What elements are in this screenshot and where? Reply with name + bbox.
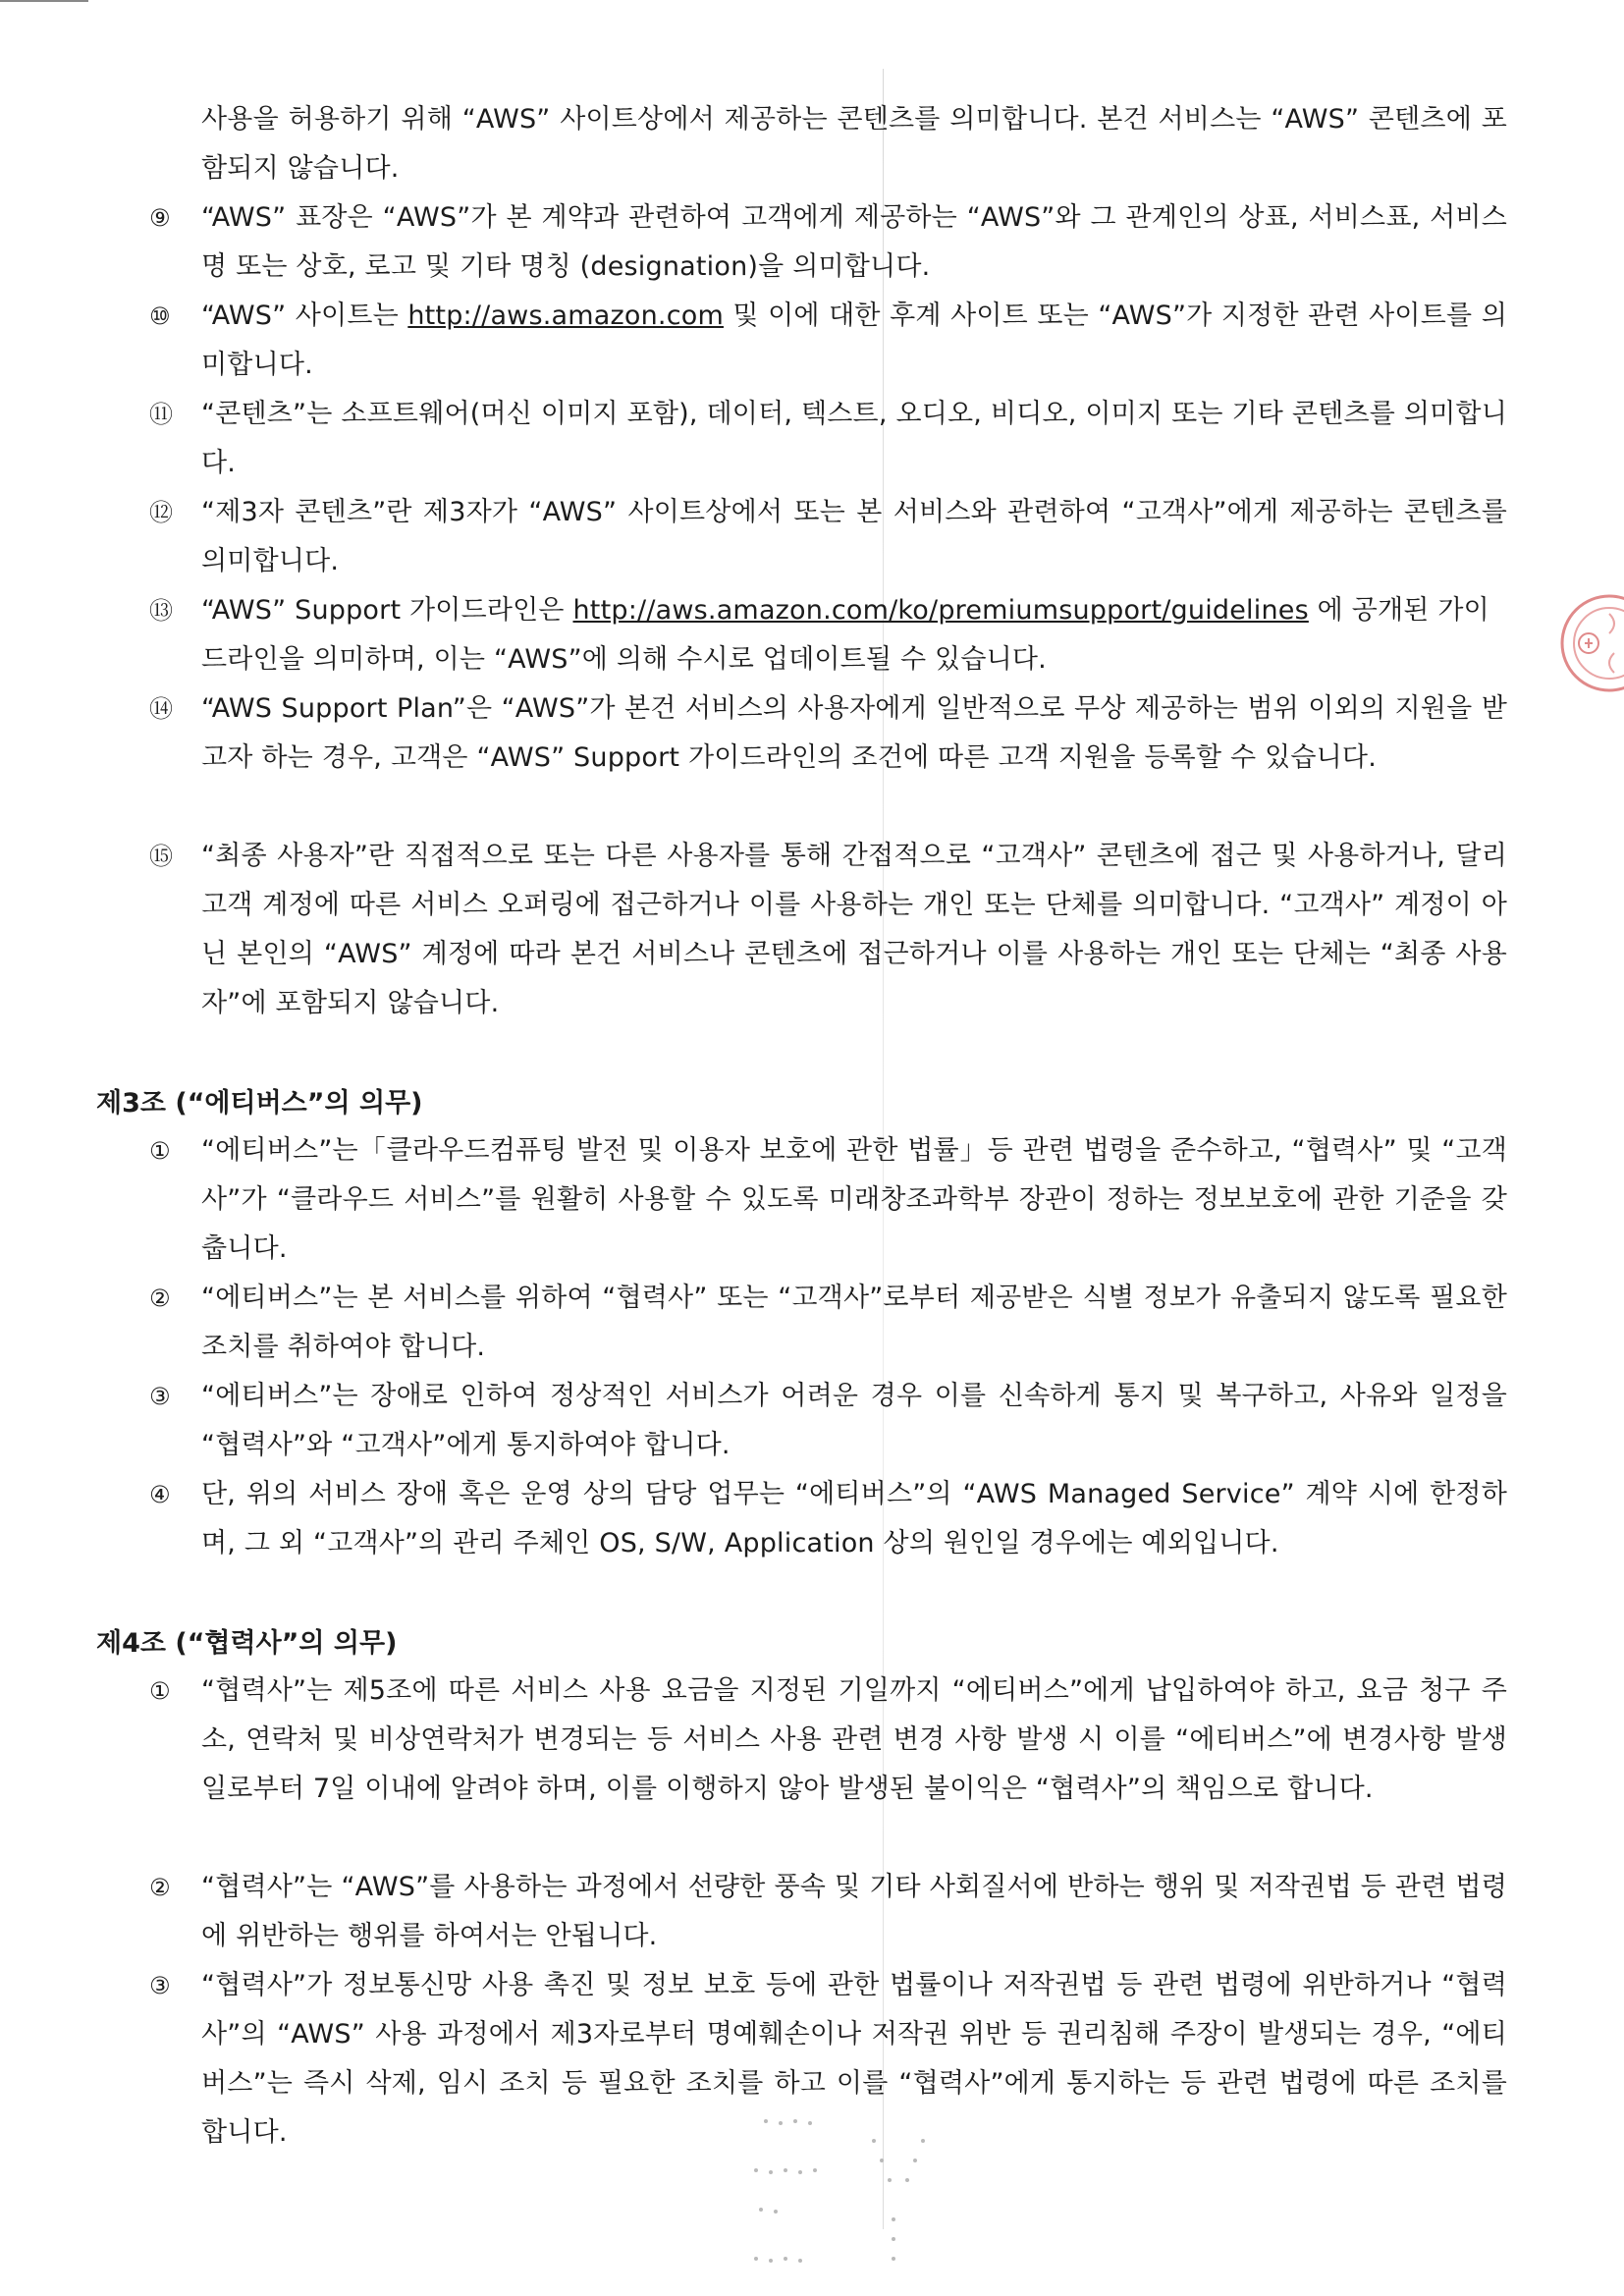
article-4-item-1-number: ①	[149, 1677, 171, 1705]
item-10-text: “AWS” 사이트는 http://aws.amazon.com 및 이에 대한 후계 사이트 또는 “AWS”가 지정한 관련 사이트를 의미합니다.	[201, 301, 1507, 380]
item-15-text: “최종 사용자”란 직접적으로 또는 다른 사용자를 통해 간접적으로 “고객사” 콘텐츠에 접근 및 사용하거나, 달리 고객 계정에 따른 서비스 오퍼링에 접근하거나 이를 사용하는 개인 또는 단체를 의미합니다. “고객사” 계정이 아닌 본인의 “AWS” 계정에 따라 본건 서비스나 콘텐츠에 접근하거나 이를 사용하는 개인 또는 단체는 “최종 사용자”에 포함되지 않습니다.	[201, 841, 1507, 1018]
item-11-text: “콘텐츠”는 소프트웨어(머신 이미지 포함), 데이터, 텍스트, 오디오, 비디오, 이미지 또는 기타 콘텐츠를 의미합니다.	[201, 399, 1507, 478]
article-3-item-2-number: ②	[149, 1285, 171, 1312]
item-10-number: ⑩	[149, 302, 171, 330]
item-15-number: ⑮	[149, 843, 173, 870]
scan-dot-artifacts	[727, 2102, 982, 2278]
item-13-text: “AWS” Support 가이드라인은 http://aws.amazon.com/ko/premiumsupport/guidelines 에 공개된 가이드라인을 의미하며, 이는 “AWS”에 의해 수시로 업데이트될 수 있습니다.	[201, 595, 1489, 675]
article-4-item-3-number: ③	[149, 1972, 171, 1999]
item-11-number: ⑪	[149, 401, 173, 428]
item-13-number: ⑬	[149, 597, 173, 625]
article-3-item-4-number: ④	[149, 1481, 171, 1508]
article-3-item-4-text: 단, 위의 서비스 장애 혹은 운영 상의 담당 업무는 “에티버스”의 “AWS Managed Service” 계약 시에 한정하며, 그 외 “고객사”의 관리 주체인 OS, S/W, Application 상의 원인일 경우에는 예외입니다.	[201, 1479, 1507, 1558]
article-3-item-3-number: ③	[149, 1383, 171, 1410]
article-4-item-2-text: “협력사”는 “AWS”를 사용하는 과정에서 선량한 풍속 및 기타 사회질서에 반하는 행위 및 저작권법 등 관련 법령에 위반하는 행위를 하여서는 안됩니다.	[201, 1872, 1507, 1951]
article-3-heading: 제3조 (“에티버스”의 의무)	[96, 1088, 423, 1119]
item-9-text: “AWS” 표장은 “AWS”가 본 계약과 관련하여 고객에게 제공하는 “AWS”와 그 관계인의 상표, 서비스표, 서비스명 또는 상호, 로고 및 기타 명칭 (designation)을 의미합니다.	[201, 202, 1507, 282]
red-seal-stamp	[1555, 589, 1624, 697]
aws-site-link[interactable]: http://aws.amazon.com	[407, 301, 724, 331]
article-4-item-1-text: “협력사”는 제5조에 따른 서비스 사용 요금을 지정된 기일까지 “에티버스”에게 납입하여야 하고, 요금 청구 주소, 연락처 및 비상연락처가 변경되는 등 서비스 사용 관련 변경 사항 발생 시 이를 “에티버스”에 변경사항 발생일로부터 7일 이내에 알려야 하며, 이를 이행하지 않아 발생된 불이익은 “협력사”의 책임으로 합니다.	[201, 1675, 1507, 1804]
article-4-item-2-number: ②	[149, 1874, 171, 1901]
item-8-continuation: 사용을 허용하기 위해 “AWS” 사이트상에서 제공하는 콘텐츠를 의미합니다. 본건 서비스는 “AWS” 콘텐츠에 포함되지 않습니다.	[201, 104, 1507, 184]
item-14-number: ⑭	[149, 695, 173, 723]
article-4-item-3-text: “협력사”가 정보통신망 사용 촉진 및 정보 보호 등에 관한 법률이나 저작권법 등 관련 법령에 위반하거나 “협력사”의 “AWS” 사용 과정에서 제3자로부터 명예훼손이나 저작권 위반 등 권리침해 주장이 발생되는 경우, “에티버스”는 즉시 삭제, 임시 조치 등 필요한 조치를 하고 이를 “협력사”에게 통지하는 등 관련 법령에 따른 조치를 합니다.	[201, 1970, 1507, 2148]
item-14-text: “AWS Support Plan”은 “AWS”가 본건 서비스의 사용자에게 일반적으로 무상 제공하는 범위 이외의 지원을 받고자 하는 경우, 고객은 “AWS” Support 가이드라인의 조건에 따른 고객 지원을 등록할 수 있습니다.	[201, 693, 1507, 773]
support-guidelines-link[interactable]: http://aws.amazon.com/ko/premiumsupport/guidelines	[572, 595, 1309, 626]
item-9-number: ⑨	[149, 204, 171, 232]
article-4-heading: 제4조 (“협력사”의 의무)	[96, 1628, 398, 1659]
article-3-item-3-text: “에티버스”는 장애로 인하여 정상적인 서비스가 어려운 경우 이를 신속하게 통지 및 복구하고, 사유와 일정을 “협력사”와 “고객사”에게 통지하여야 합니다.	[201, 1381, 1507, 1460]
article-3-item-2-text: “에티버스”는 본 서비스를 위하여 “협력사” 또는 “고객사”로부터 제공받은 식별 정보가 유출되지 않도록 필요한 조치를 취하여야 합니다.	[201, 1283, 1507, 1362]
top-rule	[0, 0, 88, 2]
item-12-number: ⑫	[149, 499, 173, 526]
item-12-text: “제3자 콘텐츠”란 제3자가 “AWS” 사이트상에서 또는 본 서비스와 관련하여 “고객사”에게 제공하는 콘텐츠를 의미합니다.	[201, 497, 1507, 576]
article-3-item-1-number: ①	[149, 1137, 171, 1165]
article-3-item-1-text: “에티버스”는「클라우드컴퓨팅 발전 및 이용자 보호에 관한 법률」등 관련 법령을 준수하고, “협력사” 및 “고객사”가 “클라우드 서비스”를 원활히 사용할 수 있도록 미래창조과학부 장관이 정하는 정보보호에 관한 기준을 갖춥니다.	[201, 1135, 1507, 1264]
